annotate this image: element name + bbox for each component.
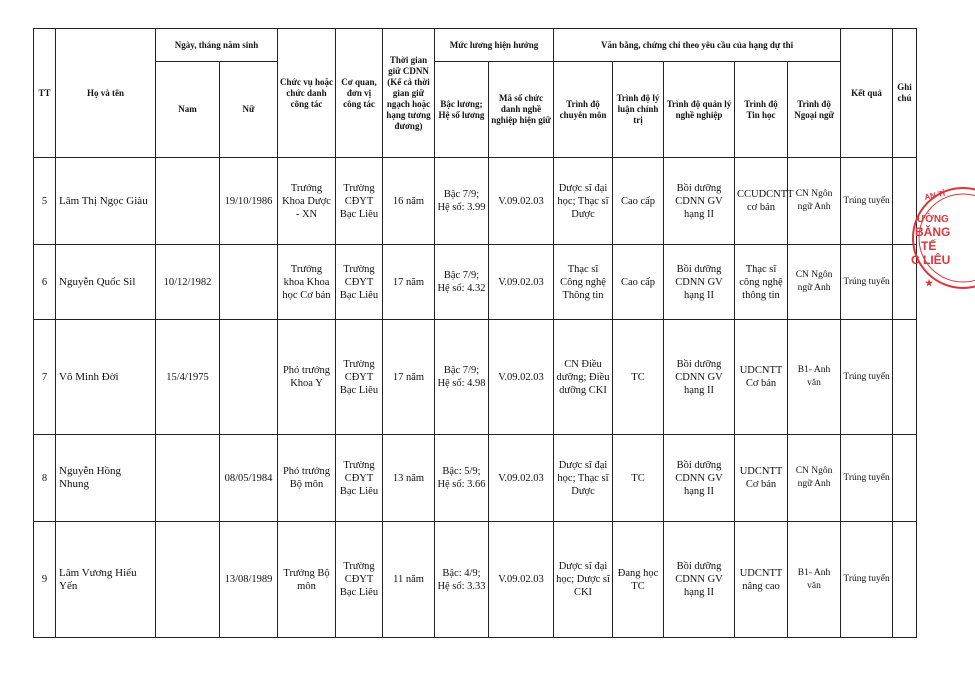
cell-male bbox=[156, 158, 220, 245]
cell-position: Trưởng Bộ môn bbox=[278, 522, 336, 638]
cell-male: 15/4/1975 bbox=[156, 320, 220, 435]
col-header-code: Mã số chức danh nghề nghiệp hiện giữ bbox=[489, 62, 554, 158]
cell-code: V.09.02.03 bbox=[489, 522, 554, 638]
results-table-sheet bbox=[33, 28, 916, 638]
cell-name: Lâm Thị Ngọc Giàu bbox=[56, 158, 156, 245]
cell-note bbox=[893, 522, 917, 638]
cell-it: UDCNTT nâng cao bbox=[735, 522, 788, 638]
col-header-female: Nữ bbox=[220, 62, 278, 158]
table-row bbox=[34, 522, 917, 638]
cell-time: 13 năm bbox=[383, 435, 435, 522]
cell-agency: Trường CĐYT Bạc Liêu bbox=[336, 522, 383, 638]
cell-female bbox=[220, 320, 278, 435]
cell-politics: Cao cấp bbox=[613, 158, 664, 245]
cell-salary: Bậc 7/9; Hệ số: 4.98 bbox=[435, 320, 489, 435]
cell-agency: Trường CĐYT Bạc Liêu bbox=[336, 435, 383, 522]
col-header-it: Trình độ Tin học bbox=[735, 62, 788, 158]
col-header-tt: TT bbox=[34, 29, 56, 158]
stamp-line: AN TỈ bbox=[923, 188, 946, 202]
cell-expertise: Thạc sĩ Công nghệ Thông tin bbox=[554, 245, 613, 320]
cell-salary: Bậc 7/9; Hệ số: 3.99 bbox=[435, 158, 489, 245]
cell-result: Trúng tuyển bbox=[841, 320, 893, 435]
results-table bbox=[33, 28, 917, 638]
cell-position: Phó trưởng Khoa Y bbox=[278, 320, 336, 435]
col-header-result: Kết quả bbox=[841, 29, 893, 158]
cell-time: 16 năm bbox=[383, 158, 435, 245]
cell-management: Bồi dưỡng CDNN GV hạng II bbox=[664, 320, 735, 435]
col-header-position: Chức vụ hoặc chức danh công tác bbox=[278, 29, 336, 158]
table-row bbox=[34, 435, 917, 522]
col-header-dob-group: Ngày, tháng năm sinh bbox=[156, 29, 278, 62]
cell-management: Bồi dưỡng CDNN GV hạng II bbox=[664, 158, 735, 245]
cell-male bbox=[156, 522, 220, 638]
cell-position: Phó trưởng Bộ môn bbox=[278, 435, 336, 522]
cell-language: B1- Anh văn bbox=[788, 320, 841, 435]
cell-note bbox=[893, 245, 917, 320]
cell-result: Trúng tuyển bbox=[841, 522, 893, 638]
cell-code: V.09.02.03 bbox=[489, 320, 554, 435]
cell-agency: Trường CĐYT Bạc Liêu bbox=[336, 158, 383, 245]
cell-language: CN Ngôn ngữ Anh bbox=[788, 245, 841, 320]
table-row bbox=[34, 320, 917, 435]
cell-it: CCUDCNTT cơ bản bbox=[735, 158, 788, 245]
cell-politics: Đang học TC bbox=[613, 522, 664, 638]
cell-language: CN Ngôn ngữ Anh bbox=[788, 158, 841, 245]
header-row-1 bbox=[34, 29, 917, 62]
table-row bbox=[34, 158, 917, 245]
col-header-agency: Cơ quan, đơn vị công tác bbox=[336, 29, 383, 158]
cell-salary: Bậc: 5/9; Hệ số: 3.66 bbox=[435, 435, 489, 522]
cell-male bbox=[156, 435, 220, 522]
cell-expertise: Dược sĩ đại học; Dược sĩ CKI bbox=[554, 522, 613, 638]
cell-result: Trúng tuyển bbox=[841, 245, 893, 320]
cell-male: 10/12/1982 bbox=[156, 245, 220, 320]
cell-management: Bồi dưỡng CDNN GV hạng II bbox=[664, 245, 735, 320]
cell-time: 17 năm bbox=[383, 245, 435, 320]
stamp-line: C LIÊU bbox=[911, 253, 951, 267]
cell-code: V.09.02.03 bbox=[489, 435, 554, 522]
cell-agency: Trường CĐYT Bạc Liêu bbox=[336, 245, 383, 320]
cell-salary: Bậc 7/9; Hệ số: 4.32 bbox=[435, 245, 489, 320]
cell-management: Bồi dưỡng CDNN GV hạng II bbox=[664, 522, 735, 638]
cell-salary: Bậc: 4/9; Hệ số: 3.33 bbox=[435, 522, 489, 638]
stamp-line: ƯỜNG bbox=[917, 214, 949, 225]
cell-it: UDCNTT Cơ bản bbox=[735, 320, 788, 435]
col-header-time-held: Thời gian giữ CDNN (Kể cả thời gian giữ ngạch hoặc hạng tương đương) bbox=[383, 29, 435, 158]
cell-female: 08/05/1984 bbox=[220, 435, 278, 522]
cell-language: B1- Anh văn bbox=[788, 522, 841, 638]
cell-name: Võ Minh Đời bbox=[56, 320, 156, 435]
cell-tt: 5 bbox=[34, 158, 56, 245]
cell-code: V.09.02.03 bbox=[489, 245, 554, 320]
cell-female: 13/08/1989 bbox=[220, 522, 278, 638]
cell-tt: 9 bbox=[34, 522, 56, 638]
cell-note bbox=[893, 320, 917, 435]
col-header-expertise: Trình độ chuyên môn bbox=[554, 62, 613, 158]
cell-expertise: Dược sĩ đại học; Thạc sĩ Dược bbox=[554, 158, 613, 245]
cell-female: 19/10/1986 bbox=[220, 158, 278, 245]
cell-position: Trưởng Khoa Dược - XN bbox=[278, 158, 336, 245]
col-header-language: Trình độ Ngoại ngữ bbox=[788, 62, 841, 158]
header-row-2 bbox=[34, 62, 917, 158]
col-header-management: Trình độ quản lý nghề nghiệp bbox=[664, 62, 735, 158]
cell-position: Trưởng khoa Khoa học Cơ bản bbox=[278, 245, 336, 320]
cell-management: Bồi dưỡng CDNN GV hạng II bbox=[664, 435, 735, 522]
cell-time: 17 năm bbox=[383, 320, 435, 435]
star-icon: ★ bbox=[925, 278, 934, 288]
cell-tt: 6 bbox=[34, 245, 56, 320]
cell-expertise: Dược sĩ đại học; Thạc sĩ Dược bbox=[554, 435, 613, 522]
cell-agency: Trường CĐYT Bạc Liêu bbox=[336, 320, 383, 435]
cell-code: V.09.02.03 bbox=[489, 158, 554, 245]
cell-it: UDCNTT Cơ bản bbox=[735, 435, 788, 522]
cell-language: CN Ngôn ngữ Anh bbox=[788, 435, 841, 522]
col-header-male: Nam bbox=[156, 62, 220, 158]
cell-female bbox=[220, 245, 278, 320]
cell-result: Trúng tuyển bbox=[841, 435, 893, 522]
col-header-politics: Trình độ lý luận chính trị bbox=[613, 62, 664, 158]
cell-it: Thạc sĩ công nghệ thông tin bbox=[735, 245, 788, 320]
cell-tt: 8 bbox=[34, 435, 56, 522]
col-header-note: Ghi chú bbox=[893, 29, 917, 158]
table-row bbox=[34, 245, 917, 320]
cell-politics: Cao cấp bbox=[613, 245, 664, 320]
cell-time: 11 năm bbox=[383, 522, 435, 638]
col-header-cert-group: Văn bằng, chứng chỉ theo yêu cầu của hạng dự thi bbox=[554, 29, 841, 62]
cell-tt: 7 bbox=[34, 320, 56, 435]
stamp-line: TẾ bbox=[921, 239, 937, 253]
cell-name: Nguyễn Hồng Nhung bbox=[56, 435, 156, 522]
col-header-salary-group: Mức lương hiện hưởng bbox=[435, 29, 554, 62]
col-header-name: Họ và tên bbox=[56, 29, 156, 158]
cell-expertise: CN Điều dưỡng; Điều dưỡng CKI bbox=[554, 320, 613, 435]
cell-note bbox=[893, 158, 917, 245]
cell-politics: TC bbox=[613, 320, 664, 435]
cell-politics: TC bbox=[613, 435, 664, 522]
cell-name: Lâm Vương Hiếu Yến bbox=[56, 522, 156, 638]
cell-result: Trúng tuyển bbox=[841, 158, 893, 245]
col-header-salary-level: Bậc lương; Hệ số lương bbox=[435, 62, 489, 158]
stamp-line: BĂNG bbox=[915, 225, 951, 239]
cell-name: Nguyễn Quốc Sil bbox=[56, 245, 156, 320]
cell-note bbox=[893, 435, 917, 522]
